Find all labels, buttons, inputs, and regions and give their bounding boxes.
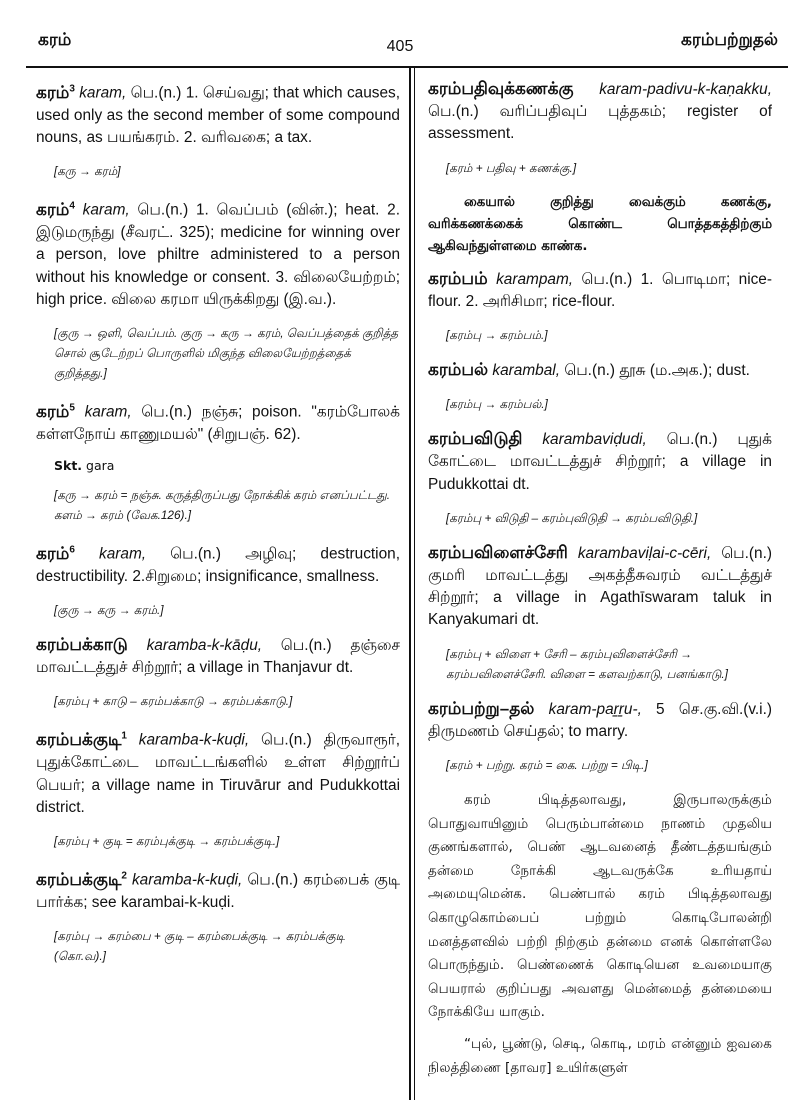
dictionary-entry xyxy=(428,428,772,496)
dictionary-entry xyxy=(428,268,772,313)
headword-text: கரம்பக்குடி xyxy=(36,730,122,750)
homonym-number: 3 xyxy=(69,83,75,94)
transliteration: karambal, xyxy=(492,362,560,380)
etymology-note: கையால் குறித்து வைக்கும் கணக்கு, வரிக்கணக்கைக் கொண்ட பொத்தகத்திற்கும் ஆகிவந்துள்ளமை காண்க. xyxy=(428,194,772,254)
definition: பெ.(n.) தூசு (ம.அக.); dust. xyxy=(559,362,750,380)
etymology: [குரு → கரு → கரம்.] xyxy=(54,603,164,618)
transliteration: karam-padivu-k-kaṇakku, xyxy=(599,81,772,98)
definition: பெ.(n.) 1. வெப்பம் (வின்.); heat. 2. இடுமருந்து (சீவரட். 325); medicine for winning over a person, love philtre administered to a person without his knowledge or consent. 3. விலையேற்றம்; high price. விலை கரமா யிருக்கிறது (இ.வ.). xyxy=(36,201,400,308)
headword xyxy=(36,730,127,749)
commentary-paragraph: கரம் பிடித்தலாவது, இருபாலருக்கும் பொதுவாயினும் பெரும்பான்மை நாணம் முதலிய குணங்களால், பெண் ஆடவனைத் தீண்டத்தயங்கும் தன்மை நோக்கி ஆடவருக்கே உரியதாய் அமையுமென்க. பெண்பால் கரம் பிடித்தலாவது கொழுகொம்பைப் பற்றும் கொடிபோலன்றி மனத்தளவில் பற்றி நிற்கும் தன்மை எனக் கொள்ளலே பொருந்தும். பெண்ணைக் கொடியென உவமையாகு பெயரால் குறிப்பது அவளது மென்மைத் தன்மையை நோக்கியே யாகும். xyxy=(428,792,772,1021)
headword-text: கரம்பக்காடு xyxy=(36,635,128,655)
dictionary-entry xyxy=(428,698,772,743)
headword-text: கரம் xyxy=(36,82,70,102)
etymology: [கரம்பு + குடி = கரம்புக்குடி → கரம்பக்குடி.] xyxy=(54,833,280,848)
dictionary-entry xyxy=(428,542,772,632)
headword xyxy=(428,699,534,718)
etymology: [கரம்பு → கரம்பம்.] xyxy=(446,328,548,343)
definition: பெ.(n.) வரிப்பதிவுப் புத்தகம்; register of assessment. xyxy=(428,103,772,143)
headword xyxy=(428,543,568,562)
definition: பெ.(n.) நஞ்சு; poison. "கரம்போலக் கள்ளநோய் காணுமயல்" (சிறுபஞ். 62). xyxy=(36,403,400,443)
etymology: [கரு → கரம் = நஞ்சு. கருத்திருப்பது நோக்கிக் கரம் எனப்பட்டது. களம் → கரம் (வேக.126).] xyxy=(54,488,391,522)
homonym-number: 6 xyxy=(69,544,75,555)
headword-text: கரம்பம் xyxy=(428,268,488,288)
right-column xyxy=(428,78,772,1098)
headword-text: கரம்பவிடுதி xyxy=(428,429,523,449)
etymology: [கரம்பு → கரம்பல்.] xyxy=(446,397,548,412)
homonym-number: 4 xyxy=(69,200,75,212)
sanskrit-word: gara xyxy=(82,458,115,473)
transliteration: karam, xyxy=(79,84,127,102)
etymology: [கரம்பு + விடுதி – கரம்புவிடுதி → கரம்பவிடுதி.] xyxy=(446,510,698,525)
headword-text: கரம் xyxy=(36,401,70,421)
headword xyxy=(36,402,75,421)
etymology: [கரம்பு + விளை + சேரி – கரம்புவிளைச்சேரி → கரம்பவிளைச்சேரி. விளை = களவற்காடு, பனங்காடு.] xyxy=(446,646,728,681)
dictionary-entry xyxy=(36,195,400,311)
headword-text: கரம்பவிளைச்சேரி xyxy=(428,542,568,562)
homonym-number: 1 xyxy=(121,730,127,742)
headword xyxy=(36,870,127,889)
headword-text: கரம்பக்குடி xyxy=(36,869,122,889)
etymology: [கரு → கரம்] xyxy=(54,164,121,179)
column-divider xyxy=(409,66,411,1100)
header-left-guideword: கரம் xyxy=(38,30,72,50)
headword-text: கரம்பல் xyxy=(428,360,489,380)
definition: 5 செ.கு.வி.(v.i.) திருமணம் செய்தல்; to marry. xyxy=(428,700,772,740)
definition: பெ.(n.) தஞ்சை மாவட்டத்துச் சிற்றூர்; a village in Thanjavur dt. xyxy=(36,637,400,677)
transliteration: karambaviḷai-c-cēri, xyxy=(577,544,712,562)
definition: பெ.(n.) குமரி மாவட்டத்து அகத்தீசுவரம் வட்டத்துச் சிற்றூர்; a village in Agathīswaram taluk in Kanyakumari dt. xyxy=(428,544,772,629)
headword xyxy=(36,544,75,563)
transliteration: karamba-k-kāḍu, xyxy=(146,637,263,655)
definition: பெ.(n.) 1. பொடிமா; nice-flour. 2. அரிசிமா; rice-flour. xyxy=(428,270,772,310)
dictionary-entry xyxy=(36,539,400,588)
sanskrit-label: Skt. xyxy=(54,458,83,473)
headword xyxy=(428,269,488,288)
headword xyxy=(36,635,128,654)
dictionary-entry xyxy=(428,359,772,382)
dictionary-entry xyxy=(36,725,400,818)
etymology: [கரம்பு → கரம்பை + குடி – கரம்பைக்குடி → கரம்பக்குடி (கொ.வ).] xyxy=(54,929,346,963)
left-column xyxy=(36,78,400,1098)
transliteration: karambaviḍudi, xyxy=(542,431,647,449)
headword xyxy=(36,200,75,219)
headword-text: கரம் xyxy=(36,199,70,219)
headword xyxy=(36,83,75,102)
headword xyxy=(428,429,522,448)
definition: பெ.(n.) கரம்பைக் குடி பார்க்க; see karambai-k-kuḍi. xyxy=(36,871,400,911)
definition: பெ.(n.) திருவாரூர், புதுக்கோட்டை மாவட்டங்களில் உள்ள சிற்றூர்ப் பெயர்; a village name in Tiruvārur and Pudukkottai district. xyxy=(36,732,400,816)
headword-text: கரம்பற்று–தல் xyxy=(428,698,535,718)
column-divider-thin xyxy=(414,66,415,1100)
definition: பெ.(n.) புதுக் கோட்டை மாவட்டத்துச் சிற்றூர்; a village in Pudukkottai dt. xyxy=(428,431,772,493)
etymology: [குரு → ஒளி, வெப்பம். குரு → கரு → கரம், வெப்பத்தைக் குறித்த சொல் சூடேற்றப் பொருளில் மிகுந்த விலையேற்றத்தைக் குறித்தது.] xyxy=(54,325,399,380)
transliteration: karam, xyxy=(82,201,130,219)
headword-text: கரம் xyxy=(36,543,70,563)
dictionary-entry xyxy=(36,634,400,679)
dictionary-entry xyxy=(36,78,400,149)
transliteration: karampam, xyxy=(496,270,574,288)
transliteration: karam, xyxy=(99,545,147,563)
sanskrit-cognate xyxy=(54,458,400,473)
dictionary-entry xyxy=(428,78,772,146)
etymology: [கரம்பு + காடு – கரம்பக்காடு → கரம்பக்காடு.] xyxy=(54,694,293,709)
etymology: [கரம் + பற்று. கரம் = கை. பற்று = பிடி.] xyxy=(446,758,648,773)
commentary-paragraph: “புல், பூண்டு, செடி, கொடி, மரம் என்னும் ஐவகை நிலத்திணை [தாவர] உயிர்களுள் xyxy=(428,1035,772,1076)
header-rule xyxy=(26,66,788,68)
homonym-number: 5 xyxy=(69,401,75,413)
headword-text: கரம்பதிவுக்கணக்கு xyxy=(428,79,574,98)
dictionary-entry xyxy=(36,397,400,446)
headword xyxy=(428,79,573,98)
headword xyxy=(428,360,488,379)
header-right-guideword: கரம்பற்றுதல் xyxy=(681,30,778,50)
definition: பெ.(n.) 1. செய்வது; that which causes, used only as the second member of some compound nouns, as பயங்கரம். 2. வரிவகை; a tax. xyxy=(36,84,400,147)
page-number: 405 xyxy=(386,38,414,55)
homonym-number: 2 xyxy=(121,869,127,881)
transliteration: karamba-k-kuḍi, xyxy=(138,732,250,750)
transliteration: karam, xyxy=(84,403,132,421)
transliteration: karamba-k-kuḍi, xyxy=(131,871,243,889)
page-header xyxy=(0,0,800,62)
definition: பெ.(n.) அழிவு; destruction, destructibility. 2.சிறுமை; insignificance, smallness. xyxy=(36,545,400,585)
dictionary-entry xyxy=(36,865,400,914)
transliteration: karam-paṟṟu-, xyxy=(548,700,642,718)
etymology: [கரம் + பதிவு + கணக்கு.] xyxy=(446,160,577,175)
